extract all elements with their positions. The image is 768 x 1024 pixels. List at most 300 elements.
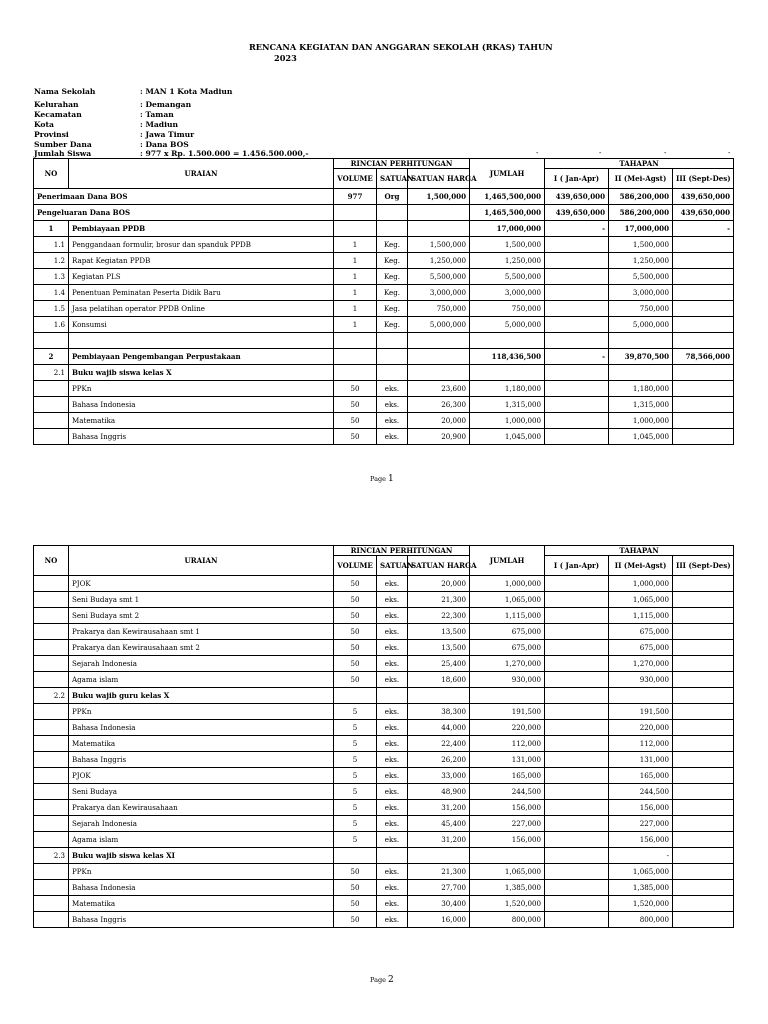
row-harga: 13,500 [408,640,470,656]
info-label: Sumber Dana [34,139,92,149]
row-tahap-3: 78,566,000 [673,349,734,365]
row-tahap-2 [609,365,673,381]
row-no: 1.5 [34,301,69,317]
row-harga: 1,250,000 [408,253,470,269]
row-tahap-2 [609,688,673,704]
row-tahap-3: - [673,221,734,237]
table-header [34,159,734,189]
row-satuan: eks. [377,381,408,397]
table-row [34,912,734,928]
table-row [34,768,734,784]
header-satuan: SATUAN [377,169,408,189]
row-tahap-1 [545,413,609,429]
blank-cell [334,333,377,349]
row-tahap-3: 439,650,000 [673,189,734,205]
row-no [34,784,69,800]
row-satuan: eks. [377,592,408,608]
dash-mark: - [664,149,667,157]
row-jumlah: 930,000 [470,672,545,688]
row-uraian: Kegiatan PLS [69,269,334,285]
row-jumlah: 1,500,000 [470,237,545,253]
row-uraian: Jasa pelatihan operator PPDB Online [69,301,334,317]
row-uraian: Seni Budaya smt 1 [69,592,334,608]
row-uraian: Prakarya dan Kewirausahaan smt 2 [69,640,334,656]
row-volume: 50 [334,880,377,896]
row-tahap-2: 930,000 [609,672,673,688]
row-tahap-1 [545,576,609,592]
header-satuan-harga: SATUAN HARGA [408,556,470,576]
row-tahap-3 [673,253,734,269]
row-volume: 1 [334,237,377,253]
dash-mark: - [728,149,731,157]
row-uraian: Pengeluaran Dana BOS [34,205,334,221]
row-uraian: Penggandaan formulir, brosur dan spanduk PPDB [69,237,334,253]
dash-mark: - [536,149,539,157]
row-tahap-2: 1,500,000 [609,237,673,253]
row-uraian: Prakarya dan Kewirausahaan smt 1 [69,624,334,640]
row-tahap-2: 5,000,000 [609,317,673,333]
row-tahap-1 [545,880,609,896]
rkas-table-page-1 [33,158,734,445]
row-tahap-2: 1,250,000 [609,253,673,269]
table-row [34,576,734,592]
row-volume: 50 [334,896,377,912]
row-jumlah: 1,180,000 [470,381,545,397]
row-volume: 1 [334,285,377,301]
table-row [34,237,734,253]
row-tahap-2: 1,065,000 [609,864,673,880]
row-satuan: eks. [377,672,408,688]
page-label: Page [370,475,386,483]
header-no: NO [34,159,69,189]
row-tahap-1 [545,301,609,317]
row-harga [408,365,470,381]
table-row [34,752,734,768]
row-satuan: Keg. [377,301,408,317]
row-no [34,413,69,429]
table-row [34,880,734,896]
row-uraian: Matematika [69,413,334,429]
row-uraian: PJOK [69,768,334,784]
row-volume: 50 [334,413,377,429]
row-volume: 50 [334,429,377,445]
row-tahap-1: 439,650,000 [545,205,609,221]
row-tahap-3 [673,736,734,752]
table-row [34,784,734,800]
row-volume: 5 [334,720,377,736]
row-no [34,608,69,624]
row-tahap-3 [673,688,734,704]
row-no: 2 [34,349,69,365]
row-jumlah: 675,000 [470,640,545,656]
row-tahap-1: - [545,349,609,365]
row-tahap-1 [545,864,609,880]
row-satuan: Keg. [377,269,408,285]
page-number-2 [370,975,394,985]
row-no [34,640,69,656]
row-satuan: eks. [377,656,408,672]
blank-cell [609,333,673,349]
row-tahap-1 [545,381,609,397]
row-tahap-3 [673,672,734,688]
row-tahap-3 [673,784,734,800]
row-tahap-3 [673,800,734,816]
header-tahap-3: III (Sept-Des) [673,169,734,189]
row-tahap-1: 439,650,000 [545,189,609,205]
row-no [34,672,69,688]
column-dashes [0,149,768,157]
row-satuan: eks. [377,640,408,656]
info-label: Kecamatan [34,109,82,119]
row-tahap-2: 1,520,000 [609,896,673,912]
row-tahap-1 [545,752,609,768]
row-tahap-3 [673,608,734,624]
row-tahap-3 [673,429,734,445]
row-no: 1.6 [34,317,69,333]
row-jumlah: 1,000,000 [470,576,545,592]
row-jumlah: 1,250,000 [470,253,545,269]
row-tahap-3 [673,848,734,864]
header-no: NO [34,546,69,576]
row-harga: 25,400 [408,656,470,672]
row-satuan: eks. [377,784,408,800]
row-jumlah: 1,520,000 [470,896,545,912]
row-tahap-3 [673,752,734,768]
table-row [34,429,734,445]
row-harga: 1,500,000 [408,237,470,253]
row-jumlah: 1,465,500,000 [470,205,545,221]
row-no [34,592,69,608]
row-jumlah: 156,000 [470,800,545,816]
row-tahap-3 [673,896,734,912]
row-harga [408,349,470,365]
row-satuan: eks. [377,880,408,896]
header-uraian: URAIAN [69,159,334,189]
header-jumlah: JUMLAH [470,546,545,576]
section-row [34,349,734,365]
summary-row [34,189,734,205]
row-tahap-3 [673,365,734,381]
row-volume: 1 [334,301,377,317]
row-tahap-2: 750,000 [609,301,673,317]
row-satuan: Keg. [377,237,408,253]
row-tahap-2: 244,500 [609,784,673,800]
row-no [34,912,69,928]
blank-cell [69,333,334,349]
row-tahap-1 [545,656,609,672]
row-no: 2.3 [34,848,69,864]
row-tahap-2: 17,000,000 [609,221,673,237]
row-volume: 5 [334,768,377,784]
row-harga: 23,600 [408,381,470,397]
row-tahap-1 [545,816,609,832]
info-value: : Dana BOS [140,139,189,149]
row-uraian: Pembiayaan Pengembangan Perpustakaan [69,349,334,365]
row-harga: 38,300 [408,704,470,720]
row-tahap-3 [673,397,734,413]
row-tahap-1 [545,624,609,640]
row-volume: 5 [334,784,377,800]
row-satuan: eks. [377,816,408,832]
info-label: Kelurahan [34,99,79,109]
row-tahap-3 [673,912,734,928]
row-harga: 31,200 [408,800,470,816]
row-no: 2.2 [34,688,69,704]
table-row [34,704,734,720]
row-tahap-2: 1,385,000 [609,880,673,896]
row-volume: 50 [334,864,377,880]
table-header [34,546,734,576]
row-tahap-1 [545,912,609,928]
table-row [34,317,734,333]
row-jumlah: 1,270,000 [470,656,545,672]
row-volume: 1 [334,253,377,269]
row-uraian: Seni Budaya [69,784,334,800]
row-no [34,864,69,880]
row-satuan [377,349,408,365]
header-satuan-harga: SATUAN HARGA [408,169,470,189]
row-tahap-3 [673,413,734,429]
row-volume: 5 [334,736,377,752]
table-row [34,253,734,269]
row-jumlah [470,365,545,381]
row-tahap-1 [545,397,609,413]
header-tahap-2: II (Mei-Agst) [609,556,673,576]
row-uraian: PJOK [69,576,334,592]
row-satuan: eks. [377,397,408,413]
section-row [34,221,734,237]
row-volume [334,365,377,381]
row-uraian: Penerimaan Dana BOS [34,189,334,205]
row-no: 1 [34,221,69,237]
row-volume: 50 [334,576,377,592]
header-volume: VOLUME [334,556,377,576]
row-tahap-1 [545,736,609,752]
row-no [34,800,69,816]
row-uraian: Prakarya dan Kewirausahaan [69,800,334,816]
header-satuan: SATUAN [377,556,408,576]
row-no [34,832,69,848]
row-tahap-1 [545,237,609,253]
header-tahap-1: I ( Jan-Apr) [545,556,609,576]
row-satuan: eks. [377,800,408,816]
row-satuan: Keg. [377,285,408,301]
row-jumlah: 1,465,500,000 [470,189,545,205]
row-tahap-1 [545,720,609,736]
row-tahap-1 [545,640,609,656]
row-tahap-2: 165,000 [609,768,673,784]
row-satuan: Keg. [377,317,408,333]
row-harga: 44,000 [408,720,470,736]
row-harga: 18,600 [408,672,470,688]
row-tahap-2: 5,500,000 [609,269,673,285]
row-tahap-2: 1,065,000 [609,592,673,608]
info-row [34,87,309,97]
row-harga [408,205,470,221]
table-row [34,592,734,608]
header-rincian: RINCIAN PERHITUNGAN [334,159,470,169]
row-volume: 50 [334,624,377,640]
table-row [34,864,734,880]
row-tahap-2: - [609,848,673,864]
row-tahap-1 [545,269,609,285]
row-harga: 26,300 [408,397,470,413]
row-no [34,768,69,784]
row-uraian: Sejarah Indonesia [69,656,334,672]
info-value: : Taman [140,109,174,119]
row-uraian: Buku wajib siswa kelas X [69,365,334,381]
row-no: 1.3 [34,269,69,285]
info-label: Provinsi [34,129,69,139]
row-tahap-3 [673,285,734,301]
row-jumlah [470,688,545,704]
row-satuan: eks. [377,413,408,429]
row-tahap-2: 156,000 [609,832,673,848]
row-satuan [377,205,408,221]
row-tahap-2: 112,000 [609,736,673,752]
header-tahap-1: I ( Jan-Apr) [545,169,609,189]
row-tahap-2: 1,000,000 [609,576,673,592]
row-jumlah: 800,000 [470,912,545,928]
row-jumlah: 156,000 [470,832,545,848]
row-tahap-1 [545,672,609,688]
page-num: 1 [388,474,394,484]
row-tahap-3 [673,656,734,672]
table-row [34,624,734,640]
info-row [34,110,309,120]
table-row [34,413,734,429]
row-tahap-3 [673,880,734,896]
row-volume [334,205,377,221]
row-satuan: eks. [377,896,408,912]
row-volume [334,349,377,365]
row-tahap-2: 586,200,000 [609,205,673,221]
row-tahap-3 [673,576,734,592]
row-tahap-1 [545,592,609,608]
row-satuan: eks. [377,752,408,768]
row-harga: 27,700 [408,880,470,896]
row-uraian: Seni Budaya smt 2 [69,608,334,624]
row-jumlah: 17,000,000 [470,221,545,237]
info-label: Nama Sekolah [34,87,96,96]
row-harga: 1,500,000 [408,189,470,205]
row-tahap-3: 439,650,000 [673,205,734,221]
row-tahap-1 [545,768,609,784]
row-no [34,752,69,768]
row-tahap-2: 39,870,500 [609,349,673,365]
dash-mark: - [599,149,602,157]
row-tahap-1 [545,608,609,624]
info-value: : Demangan [140,99,192,109]
table-row [34,381,734,397]
info-value: : Jawa Timur [140,129,195,139]
row-uraian: Agama islam [69,672,334,688]
row-uraian: Rapat Kegiatan PPDB [69,253,334,269]
row-tahap-2: 156,000 [609,800,673,816]
table-row [34,736,734,752]
row-jumlah: 118,436,500 [470,349,545,365]
row-tahap-3 [673,864,734,880]
title-line-1: RENCANA KEGIATAN DAN ANGGARAN SEKOLAH (RKAS) TAHUN [249,42,553,52]
row-uraian: PPKn [69,704,334,720]
row-satuan: eks. [377,704,408,720]
row-harga: 31,200 [408,832,470,848]
row-jumlah: 1,065,000 [470,864,545,880]
info-row [34,120,309,130]
row-uraian: Agama islam [69,832,334,848]
row-satuan: eks. [377,608,408,624]
row-volume [334,221,377,237]
row-harga: 22,300 [408,608,470,624]
row-satuan: eks. [377,912,408,928]
row-harga: 20,900 [408,429,470,445]
row-jumlah [470,848,545,864]
header-tahapan: TAHAPAN [545,546,734,556]
table-row [34,397,734,413]
row-uraian: Bahasa Inggris [69,752,334,768]
row-tahap-2: 1,000,000 [609,413,673,429]
header-volume: VOLUME [334,169,377,189]
row-satuan [377,221,408,237]
row-no [34,896,69,912]
table-row [34,896,734,912]
row-uraian: Matematika [69,896,334,912]
row-no [34,576,69,592]
row-volume: 50 [334,640,377,656]
table-row [34,608,734,624]
row-volume: 5 [334,816,377,832]
row-satuan [377,848,408,864]
row-uraian: Bahasa Indonesia [69,720,334,736]
row-no [34,381,69,397]
table-row [34,800,734,816]
info-label: Jumlah Siswa [34,149,92,159]
row-volume: 1 [334,317,377,333]
row-jumlah: 191,500 [470,704,545,720]
row-harga: 21,300 [408,864,470,880]
row-no: 1.4 [34,285,69,301]
row-satuan [377,688,408,704]
row-tahap-3 [673,720,734,736]
header-tahap-3: III (Sept-Des) [673,556,734,576]
table-row [34,656,734,672]
blank-cell [408,333,470,349]
row-uraian: Buku wajib guru kelas X [69,688,334,704]
row-volume: 5 [334,832,377,848]
row-volume: 50 [334,381,377,397]
title-line-2: 2023 [274,53,297,63]
row-volume: 50 [334,656,377,672]
info-row [34,140,309,150]
row-harga: 48,900 [408,784,470,800]
row-tahap-1: - [545,221,609,237]
row-volume: 50 [334,672,377,688]
row-satuan: eks. [377,429,408,445]
row-satuan: eks. [377,624,408,640]
row-tahap-1 [545,800,609,816]
row-jumlah: 227,000 [470,816,545,832]
row-uraian: PPKn [69,381,334,397]
row-harga: 33,000 [408,768,470,784]
row-tahap-2: 3,000,000 [609,285,673,301]
row-no [34,429,69,445]
row-no: 2.1 [34,365,69,381]
row-harga: 13,500 [408,624,470,640]
row-uraian: Bahasa Indonesia [69,880,334,896]
page-number-1 [370,474,394,484]
row-tahap-2: 1,270,000 [609,656,673,672]
row-satuan [377,365,408,381]
